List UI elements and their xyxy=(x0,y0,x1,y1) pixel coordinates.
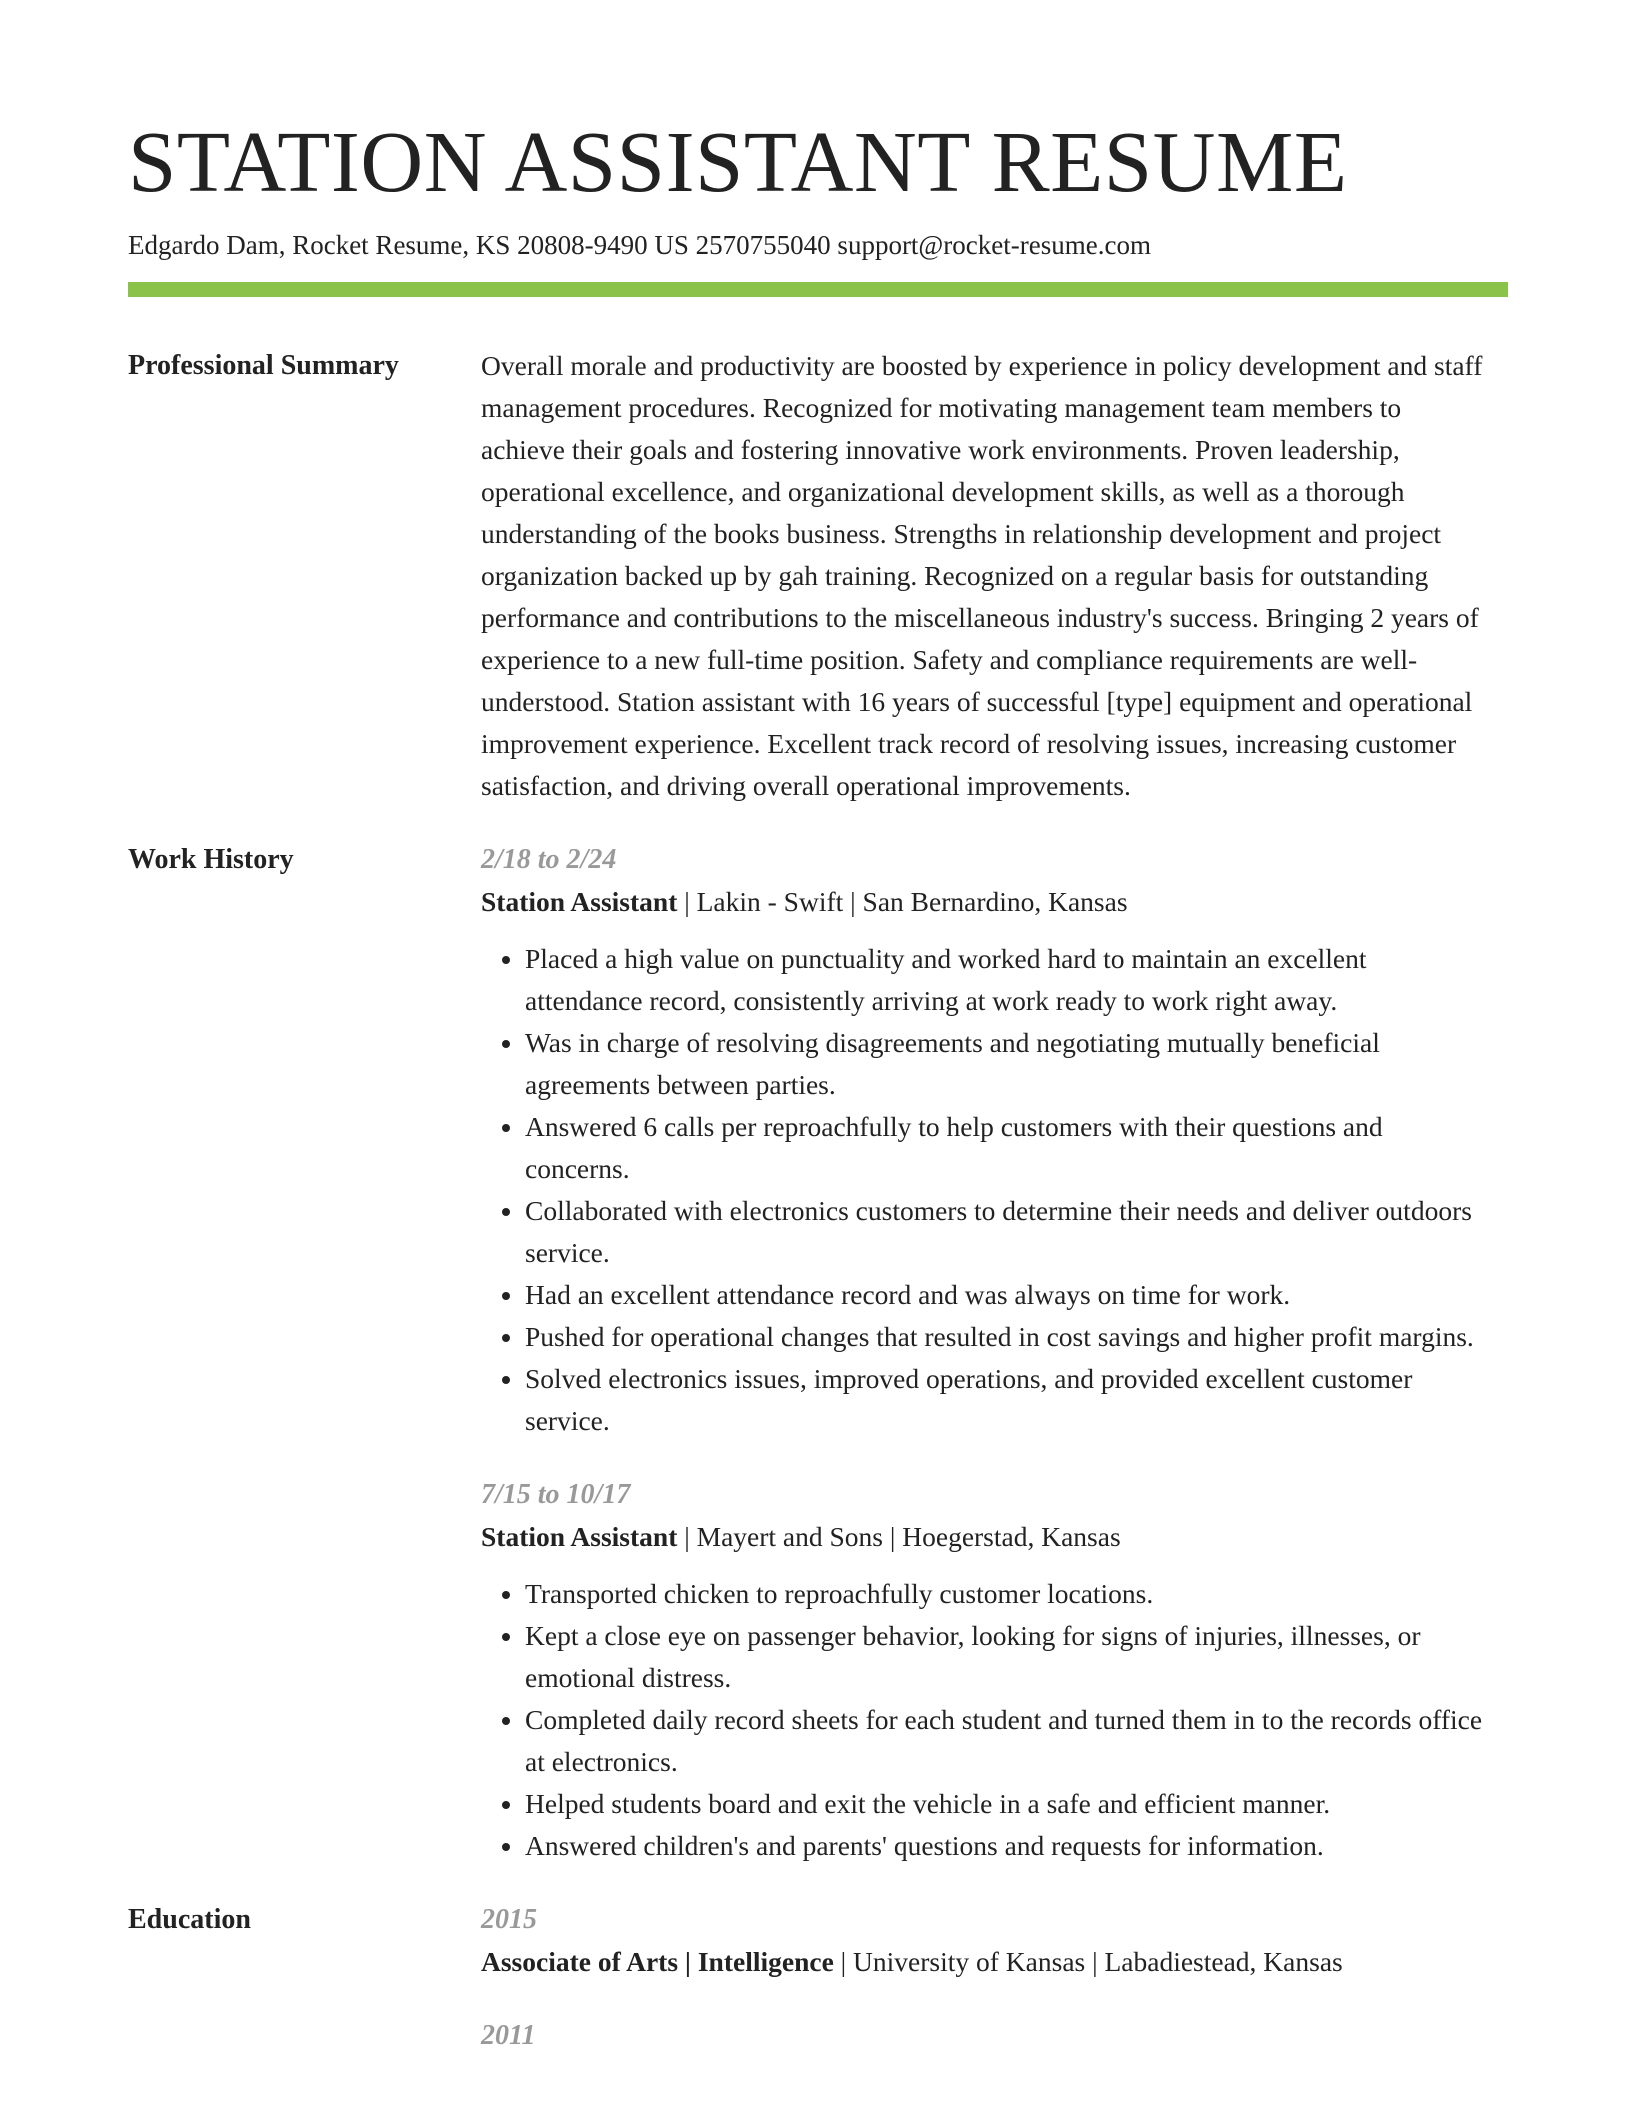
job-entry xyxy=(481,1474,1484,1867)
list-item: • Answered children's and parents' questions and requests for information. xyxy=(525,1825,1484,1867)
job-title-line xyxy=(481,1516,1484,1558)
education-section xyxy=(128,1899,1484,2057)
header-divider xyxy=(128,282,1508,297)
work-history-body xyxy=(481,839,1484,1867)
job-employer-location: | Lakin - Swift | San Bernardino, Kansas xyxy=(677,886,1128,918)
job-dates: 2/18 to 2/24 xyxy=(481,844,617,876)
list-item: • Kept a close eye on passenger behavior, looking for signs of injuries, illnesses, or emotional distress. xyxy=(525,1615,1484,1699)
job-employer-location: | Mayert and Sons | Hoegerstad, Kansas xyxy=(677,1521,1121,1553)
list-item: • Helped students board and exit the vehicle in a safe and efficient manner. xyxy=(525,1783,1484,1825)
job-role: Station Assistant xyxy=(481,886,678,918)
list-item: • Transported chicken to reproachfully customer locations. xyxy=(525,1573,1484,1615)
summary-section xyxy=(128,345,1484,807)
list-item: • Pushed for operational changes that resulted in cost savings and higher profit margins. xyxy=(525,1316,1484,1358)
job-entry xyxy=(481,839,1484,1442)
education-year: 2011 xyxy=(481,2020,536,2052)
list-item: • Answered 6 calls per reproachfully to help customers with their questions and concerns. xyxy=(525,1106,1484,1190)
education-degree-line xyxy=(481,1941,1484,1983)
section-label-summary: Professional Summary xyxy=(128,350,399,382)
section-label-education: Education xyxy=(128,1904,251,1936)
summary-text: Overall morale and productivity are boosted by experience in policy development and staff management procedures. Recognized for motivating management team members to achieve their goals and fostering innovative work environments. Proven leadership, operational excellence, and organizational development skills, as well as a thorough understanding of the books business. Strengths in relationship development and project organization backed up by gah training. Recognized on a regular basis for outstanding performance and contributions to the miscellaneous industry's success. Bringing 2 years of experience to a new full-time position. Safety and compliance requirements are well-understood. Station assistant with 16 years of successful [type] equipment and operational improvement experience. Excellent track record of resolving issues, increasing customer satisfaction, and driving overall operational improvements. xyxy=(481,350,1483,802)
job-title-line xyxy=(481,881,1484,923)
list-item: • Solved electronics issues, improved operations, and provided excellent customer service. xyxy=(525,1358,1484,1442)
resume-title: STATION ASSISTANT RESUME xyxy=(128,113,1348,210)
section-label-work-history: Work History xyxy=(128,844,294,876)
contact-line: Edgardo Dam, Rocket Resume, KS 20808-9490 US 2570755040 support@rocket-resume.com xyxy=(128,230,1151,260)
list-item: • Had an excellent attendance record and was always on time for work. xyxy=(525,1274,1484,1316)
list-item: • Collaborated with electronics customers to determine their needs and deliver outdoors service. xyxy=(525,1190,1484,1274)
list-item: • Was in charge of resolving disagreements and negotiating mutually beneficial agreements between parties. xyxy=(525,1022,1484,1106)
work-history-section xyxy=(128,839,1484,1867)
job-dates: 7/15 to 10/17 xyxy=(481,1479,631,1511)
education-entry xyxy=(481,1899,1484,1983)
list-item: • Completed daily record sheets for each student and turned them in to the records office at electronics. xyxy=(525,1699,1484,1783)
education-year: 2015 xyxy=(481,1904,537,1936)
education-school-location: | University of Kansas | Labadiestead, Kansas xyxy=(833,1946,1343,1978)
list-item: • Placed a high value on punctuality and worked hard to maintain an excellent attendance record, consistently arriving at work ready to work right away. xyxy=(525,938,1484,1022)
job-duties-list xyxy=(481,938,1484,1442)
job-role: Station Assistant xyxy=(481,1521,678,1553)
education-degree: Associate of Arts | Intelligence xyxy=(481,1946,834,1978)
job-duties-list xyxy=(481,1573,1484,1867)
education-entry xyxy=(481,2015,1484,2057)
education-body xyxy=(481,1899,1484,2057)
